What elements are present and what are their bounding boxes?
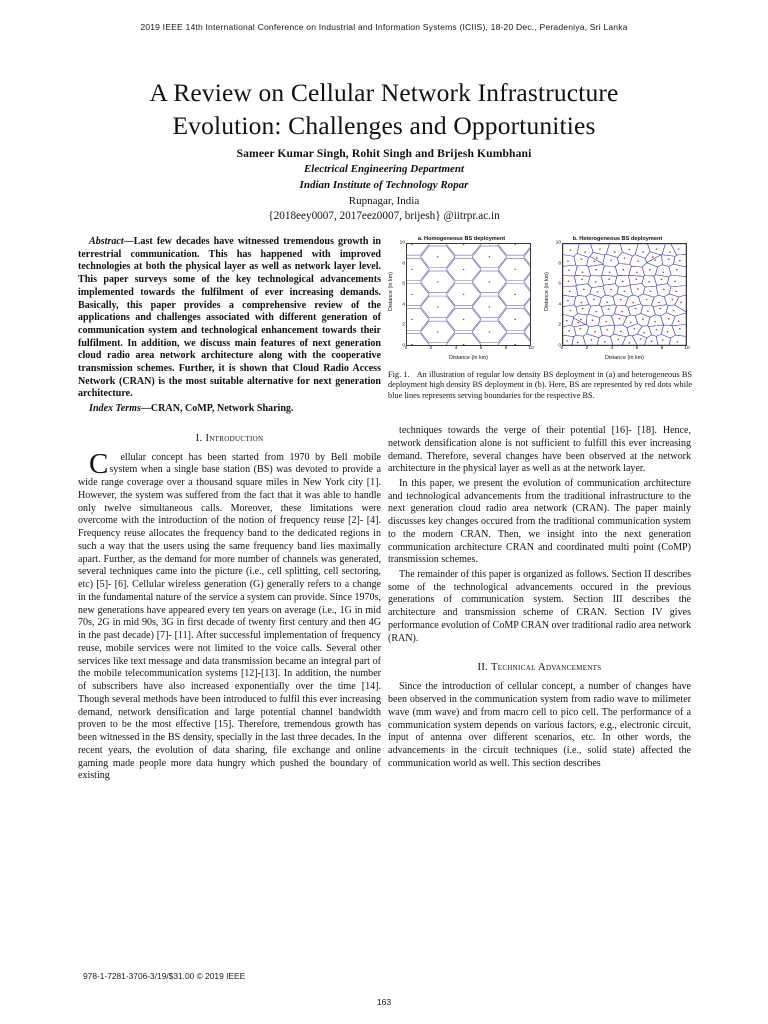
xtick: 8 <box>660 346 664 351</box>
page-number: 163 <box>376 997 392 1007</box>
right-paragraph-2: In this paper, we present the evolution of communication architecture and technological advancements from the traditional infrastructure to the next generation cloud radio area network (CRAN). The paper mainly discusses key changes occured from the traditional communication system to the modern CRAN. Then, we insight into the next generation communication architecture CRAN and coordinated multi point (CoMP) transmission schemes. <box>388 477 691 566</box>
index-terms-paragraph <box>78 403 381 416</box>
ytick: 6 <box>558 281 561 287</box>
page-title <box>62 77 706 142</box>
abstract-label: Abstract <box>89 236 124 247</box>
section-number: II. <box>477 662 489 674</box>
right-column <box>388 425 691 772</box>
plot-b-xlabel: Distance (in km) <box>605 355 644 361</box>
intro-paragraph <box>78 447 381 784</box>
plot-a-row <box>388 240 535 349</box>
plot-b-canvas <box>563 244 686 345</box>
index-terms-dash: — <box>140 402 151 414</box>
section-title: Technical Advancements <box>490 662 602 674</box>
xtick: 10 <box>684 346 690 351</box>
section-heading-technical <box>388 661 691 674</box>
plot-b-axes <box>562 243 687 346</box>
plot-a-axes <box>406 243 531 346</box>
author-department: Electrical Engineering Department <box>303 163 465 176</box>
xtick: 0 <box>404 346 408 351</box>
figure-1 <box>388 236 692 401</box>
ytick: 10 <box>399 240 405 246</box>
ytick: 8 <box>558 261 561 267</box>
title-line-1: A Review on Cellular Network Infrastructure <box>149 78 619 108</box>
xtick: 2 <box>429 346 433 351</box>
abstract-text: Last few decades have witnessed tremendous growth in terrestrial communication. This has happened with improved technologies at both the physical layer as well as network layer level. This paper surveys some of the key technological advancements implemented towards the fulfilment of ever increasing demands. Basically, this paper provides a comprehensive review of the applications and challenges associated with different generation of communication system and technological enhancement towards their fulfilment. In addition, we discuss main features of next generation cloud radio area network architecture along with the cooperative transmission schemes. Further, it is shown that Cloud Radio Access Network (CRAN) is the most suitable alternative for next generation architecture. <box>78 236 381 400</box>
figure-caption <box>388 370 692 401</box>
ytick: 0 <box>558 343 561 349</box>
xtick: 2 <box>585 346 589 351</box>
isbn-footer: 978-1-7281-3706-3/19/$31.00 © 2019 IEEE <box>83 971 246 981</box>
left-column <box>78 236 381 785</box>
right-paragraph-1: techniques towards the verge of their potential [16]- [18]. Hence, network densification alone is not sufficient to fulfill this ever increasing demand. Therefore, several changes have been observed at the network architecture in the physical layer as well as at the network layer. <box>388 425 691 475</box>
section-title: Introduction <box>205 432 264 444</box>
conference-header: 2019 IEEE 14th International Conference on Industrial and Information Systems (ICIIS), 18-20 Dec., Peradeniya, Sri Lanka <box>140 22 628 32</box>
xtick: 4 <box>610 346 614 351</box>
index-terms-text: CRAN, CoMP, Network Sharing. <box>150 402 294 414</box>
author-city: Rupnagar, India <box>348 194 420 207</box>
abstract-dash: — <box>123 236 134 247</box>
index-terms-label: Index Terms <box>89 402 141 414</box>
plot-a-title: a. Homogeneous BS deployment <box>417 236 506 242</box>
xtick: 10 <box>528 346 534 351</box>
ytick: 4 <box>558 302 561 308</box>
plot-b-xticks <box>560 346 690 355</box>
figure-caption-label: Fig. 1. <box>388 370 410 379</box>
xtick: 0 <box>560 346 564 351</box>
ytick: 6 <box>402 281 405 287</box>
author-email: {2018eey0007, 2017eez0007, brijesh} @iitrpr.ac.in <box>268 210 500 223</box>
ytick: 0 <box>402 343 405 349</box>
section-heading-introduction <box>78 432 381 445</box>
title-line-2: Evolution: Challenges and Opportunities <box>172 110 596 140</box>
xtick: 4 <box>454 346 458 351</box>
author-names: Sameer Kumar Singh, Rohit Singh and Brijesh Kumbhani <box>236 147 532 160</box>
plot-heterogeneous <box>544 236 691 361</box>
section-number: I. <box>195 432 203 444</box>
ytick: 8 <box>402 261 405 267</box>
plot-a-ylabel: Distance (in km) <box>388 272 394 311</box>
author-block <box>62 146 706 225</box>
xtick: 6 <box>479 346 483 351</box>
right-paragraph-3: The remainder of this paper is organized as follows. Section II describes some of the technological advancements occured in the previous generations of communication system. Section III describes the architecture and transmission scheme of CRAN. Section IV gives performance evolution of CoMP CRAN over traditional radio area network (RAN). <box>388 568 691 644</box>
plot-a-yticks <box>397 240 406 349</box>
figure-caption-text: An illustration of regular low density BS deployment in (a) and heterogeneous BS deployment high density BS deployment in (b). Here, BS are represented by red dots while blue lines represents serving boundaries for the respective BS. <box>388 370 693 400</box>
author-institute: Indian Institute of Technology Ropar <box>299 179 469 192</box>
abstract-paragraph <box>78 236 381 401</box>
plot-b-row <box>544 240 691 349</box>
plot-homogeneous <box>388 236 535 361</box>
right-paragraph-4: Since the introduction of cellular concept, a number of changes have been observed in the communication system from radio wave to milimeter wave (mm wave) and from macro cell to pico cell. The performance of a communication system depends on various factors, e.g., electronic circuit, input of antenna over different scenarios, etc. In other words, the advancements in the circuit techniques (i.e., solid state) affected the communication world as well. This section describes <box>388 681 691 769</box>
plot-a-xlabel: Distance (in km) <box>449 355 488 361</box>
plot-b-ylabel: Distance (in km) <box>544 272 550 311</box>
plot-b-title: b. Heterogeneous BS deployment <box>572 236 663 242</box>
ytick: 2 <box>558 322 561 328</box>
ytick: 10 <box>555 240 561 246</box>
figure-plots <box>388 236 692 361</box>
drop-cap: C <box>89 447 109 480</box>
xtick: 8 <box>504 346 508 351</box>
intro-text: ellular concept has been started from 1970 by Bell mobile system when a single base station (BS) was devoted to provide a wide range coverage over a thousand square miles in New York city [1]. However, the system was suffered from the fact that it was able to handle only twelve simultaneous calls. Moreover, these limitations were overcome with the introduction of the notion of frequency reuse [2]- [4]. Frequency reuse allocates the frequency band to the dedicated regions in such a way that the users using the same frequency band lies maximally apart. Further, as the demand for more number of channels was generated, several techniques came into the picture (i.e., cell splitting, cell sectoring, etc) [5]- [6]. Cellular wireless generation (G) generally refers to a change in the fundamental nature of the service a system can provide. Since 1970s, new generations have appeared every ten years on average (i.e., 1G in mid 70s, 2G in mid 90s, 3G in first decade of twenty first century and then 4G in the past decade) [7]- [11]. After successful implementation of frequency reuse, mobile services were not limited to the voice calls. Several other services like text message and data transmission became an integral part of the mobile telecommunication systems [12]-[13]. In addition, the number of subscribers have also increased exponentially over the time [14]. Though several methods have been introduced to fulfil this ever increasing demand, network densification and large potential channel bandwidth proven to be the most effective [15]. Therefore, tremendous growth has been witnessed in the BS density, specially in the last three decades. In the recent years, the evolution of data sharing, file exchange and online gaming made people more data hungry which pushed the boundary of existing <box>78 451 381 782</box>
ytick: 2 <box>402 322 405 328</box>
plot-a-xticks <box>404 346 534 355</box>
xtick: 6 <box>635 346 639 351</box>
plot-a-canvas <box>407 244 530 345</box>
ytick: 4 <box>402 302 405 308</box>
plot-b-yticks <box>553 240 562 349</box>
